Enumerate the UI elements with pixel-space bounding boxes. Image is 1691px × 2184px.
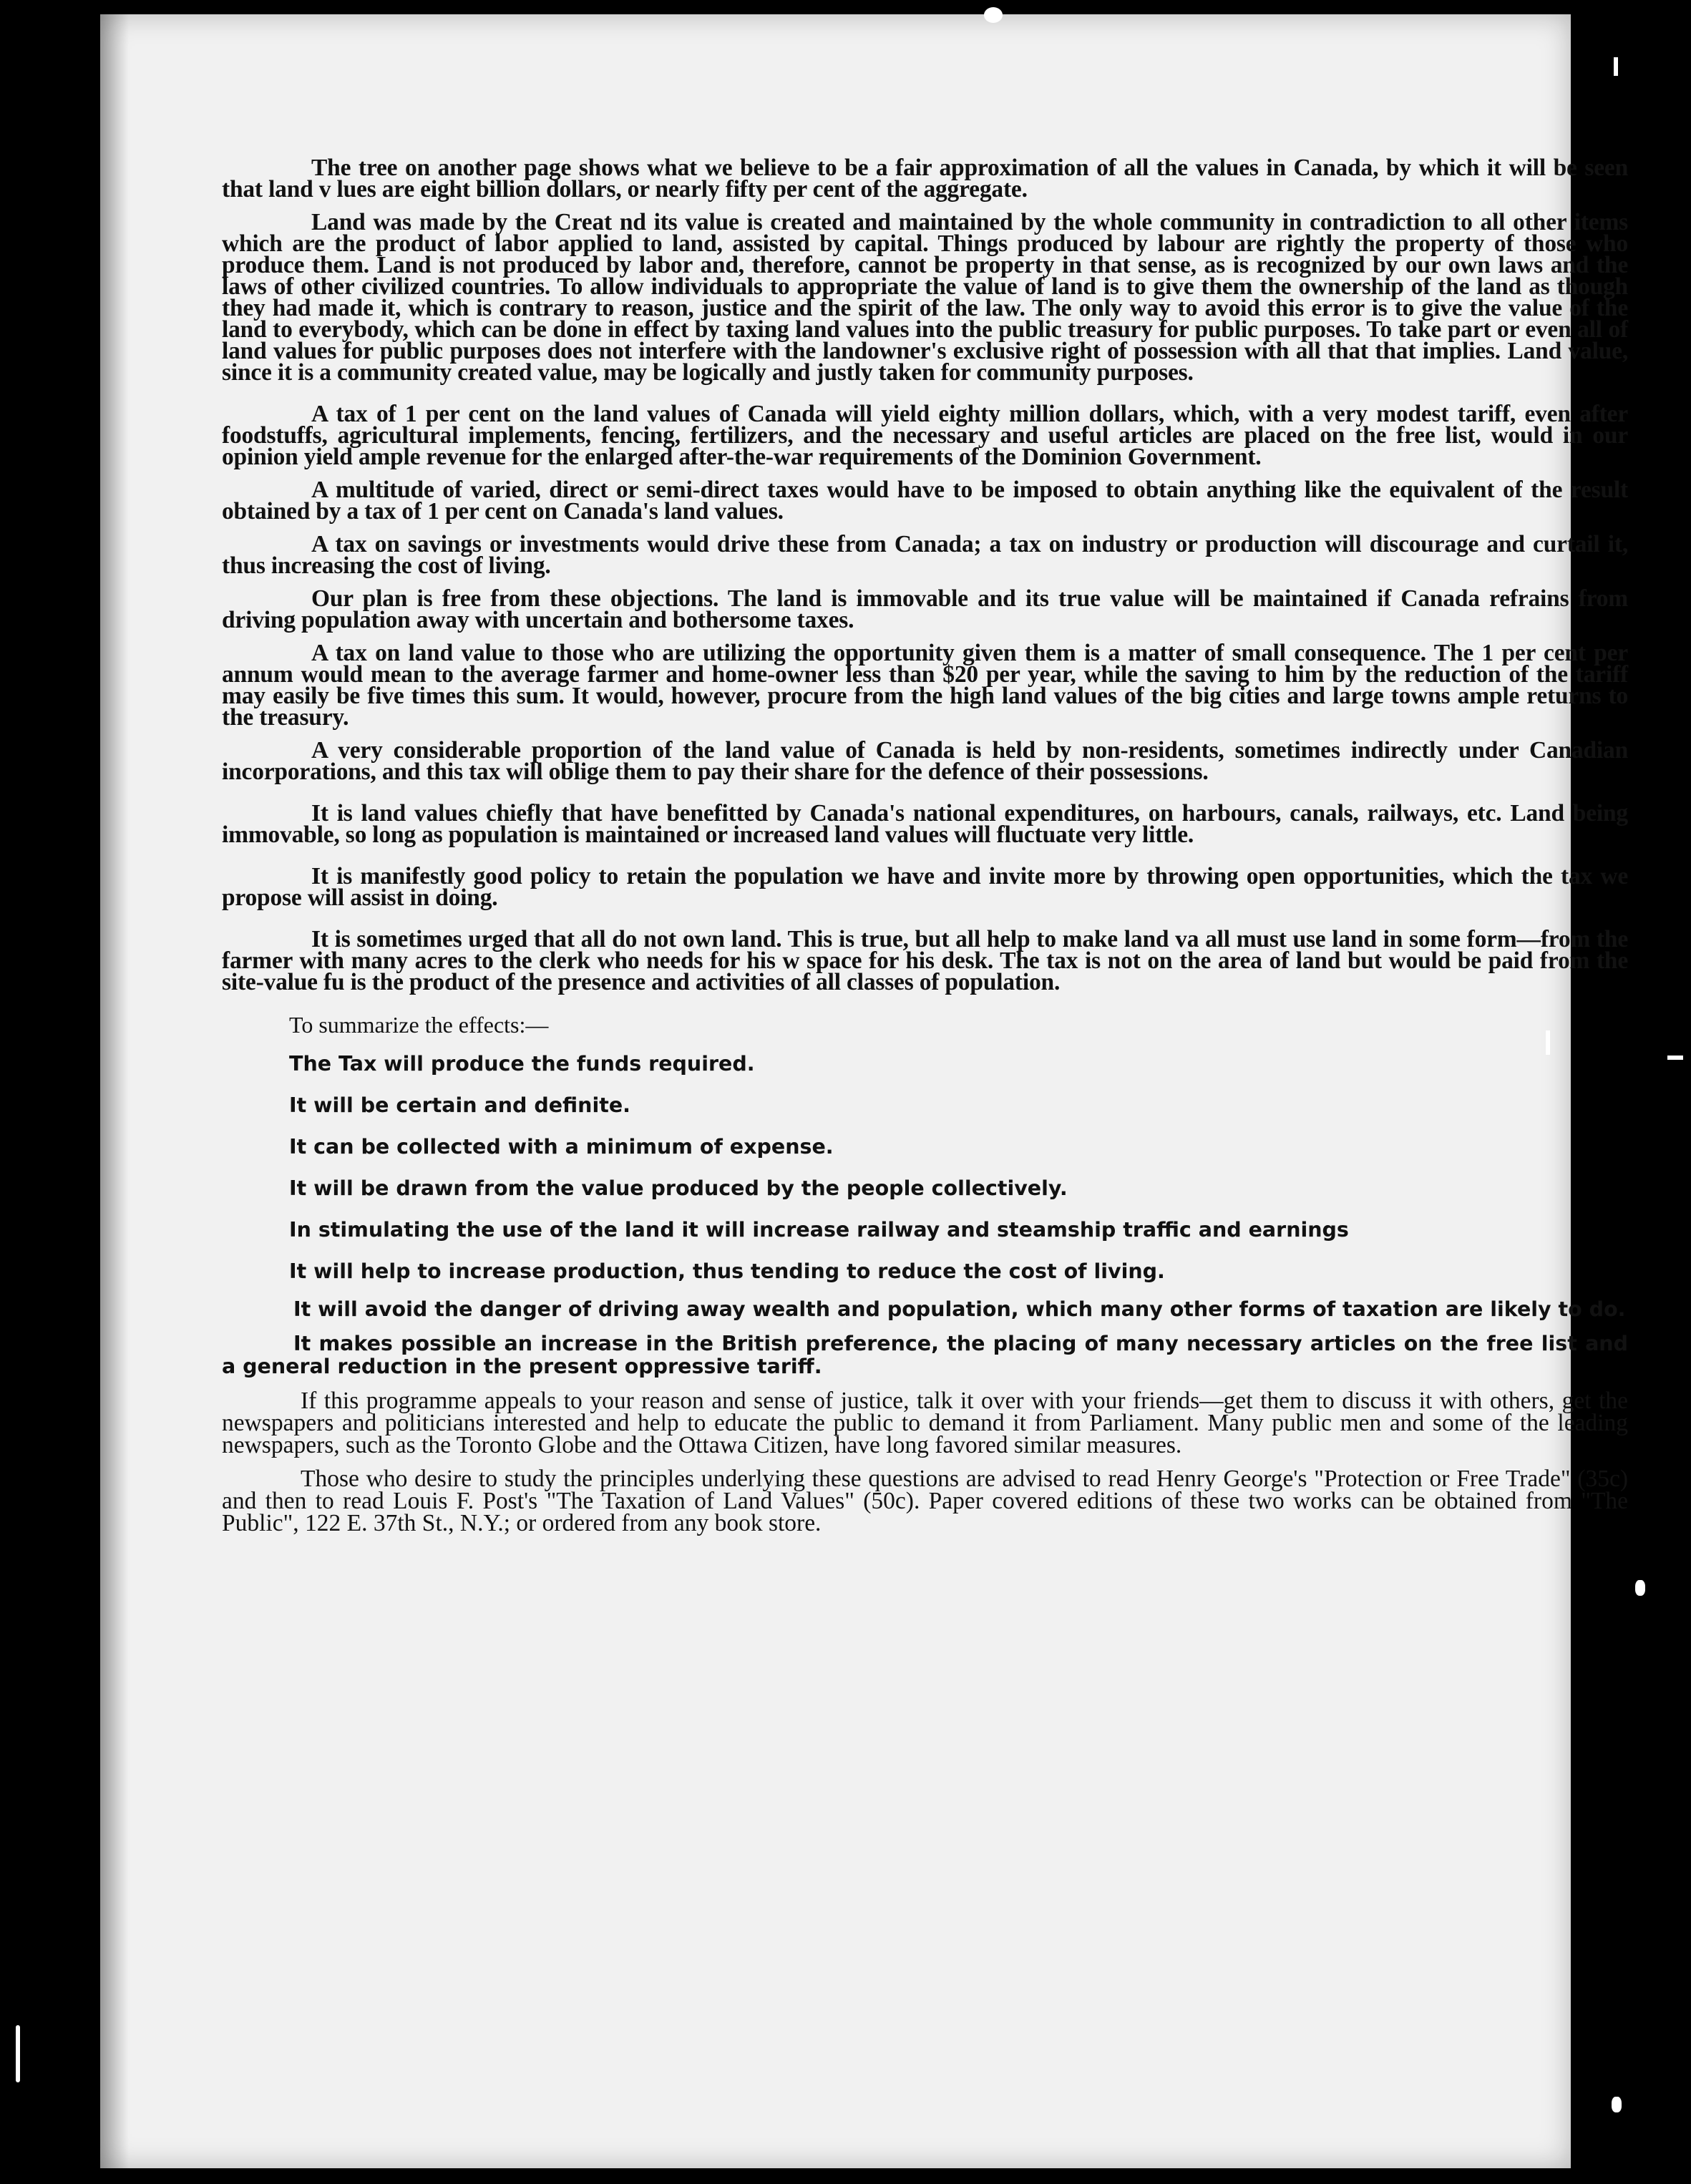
document-body <box>222 157 1628 1534</box>
effect-item: It will help to increase production, thus tending to reduce the cost of living. <box>289 1259 1165 1283</box>
paragraph-multitude: A multitude of varied, direct or semi-direct taxes would have to be imposed to obtain anything like the equivalent of the result obtained by a tax of 1 per cent on Canada's land values. <box>222 477 1628 525</box>
scan-speck <box>1612 2097 1622 2112</box>
scan-speck <box>1667 1056 1683 1060</box>
paragraph-land-made: Land was made by the Creat nd its value is created and maintained by the whole community in contradiction to all other items which are the product of labor applied to land, assisted by capital. Things produced by labour are rightly the property of those who produce them. Land is not produced by labor and, therefore, cannot be property in that sense, as is recognized by our own laws and the laws of other civilized countries. To allow individuals to appropriate the value of land is to give them the ownership of the land as though they had made it, which is contrary to reason, justice and the spirit of the law. The only way to avoid this error is to give the value of the land to everybody, which can be done in effect by taxing land values into the public treasury for public purposes. To take part or even all of land values for public purposes does not interfere with the landowner's exclusive right of possession with all that that implies. Land value, since it is a community created value, may be logically and justly taken for community purposes. <box>222 209 1628 386</box>
effect-item-long: It will avoid the danger of driving away wealth and population, which many other forms of taxation are likely to do. <box>293 1297 1626 1321</box>
effect-item: It will be certain and definite. <box>289 1093 631 1117</box>
paragraph-small-consequence: A tax on land value to those who are utilizing the opportunity given them is a matter of small consequence. The 1 per cent per annum would mean to the average farmer and home-owner less than $20 per year, while the saving to him by the reduction of the tariff may easily be five times this sum. It would, however, procure from the high land values of the big cities and large towns ample returns to the treasury. <box>222 640 1628 731</box>
scan-speck <box>1635 1580 1645 1596</box>
paragraph-non-residents: A very considerable proportion of the land value of Canada is held by non-residents, sometimes indirectly under Canadian incorporations, and this tax will oblige them to pay their share for the defence of their possessions. <box>222 737 1628 785</box>
document-page <box>100 14 1628 2168</box>
paragraph-tax-one-percent: A tax of 1 per cent on the land values of Canada will yield eighty million dollars, which, with a very modest tariff, even after foodstuffs, agricultural implements, fencing, fertilizers, and the necessary and useful articles are placed on the free list, would in our opinion yield ample revenue for the enlarged after-the-war requirements of the Dominion Government. <box>222 401 1628 470</box>
effect-item: In stimulating the use of the land it will increase railway and steamship traffic and earnings <box>289 1218 1349 1242</box>
paragraph-national-expenditures: It is land values chiefly that have benefitted by Canada's national expenditures, on harbours, canals, railways, etc. Land being immovable, so long as population is maintained or increased land values will fluctuate very little. <box>222 800 1628 848</box>
effect-item: It will be drawn from the value produced by the people collectively. <box>289 1176 1068 1200</box>
summary-intro: To summarize the effects:— <box>289 1012 549 1038</box>
scan-speck <box>984 7 1003 23</box>
effect-item: It can be collected with a minimum of expense. <box>289 1135 834 1159</box>
scan-speck <box>1546 1030 1550 1055</box>
effect-item-long: It makes possible an increase in the British preference, the placing of many necessary articles on the free list and a general reduction in the present oppressive tariff. <box>222 1332 1628 1378</box>
paragraph-good-policy: It is manifestly good policy to retain the population we have and invite more by throwing open opportunities, which the tax we propose will assist in doing. <box>222 863 1628 911</box>
scan-speck <box>16 2025 20 2082</box>
effects-list <box>222 1043 1628 1292</box>
scan-speck <box>1614 57 1618 76</box>
paragraph-savings: A tax on savings or investments would drive these from Canada; a tax on industry or production will discourage and curtail it, thus increasing the cost of living. <box>222 531 1628 579</box>
paragraph-programme-appeal: If this programme appeals to your reason and sense of justice, talk it over with your friends—get them to discuss it with others, get the newspapers and politicians interested and help to educate the public to demand it from Parliament. Many public men and some of the leading newspapers, such as the Toronto Globe and the Ottawa Citizen, have long favored similar measures. <box>222 1388 1628 1458</box>
effect-item: The Tax will produce the funds required. <box>289 1052 755 1076</box>
paragraph-our-plan: Our plan is free from these objections. The land is immovable and its true value will be maintained if Canada refrains from driving population away with uncertain and bothersome taxes. <box>222 585 1628 633</box>
paragraph-intro: The tree on another page shows what we believe to be a fair approximation of all the values in Canada, by which it will be seen that land v lues are eight billion dollars, or nearly fifty per cent of the aggregate. <box>222 155 1628 203</box>
paragraph-all-use-land: It is sometimes urged that all do not own land. This is true, but all help to make land va all must use land in some form—from the farmer with many acres to the clerk who needs for his w space for his desk. The tax is not on the area of land but would be paid from the site-value fu is the product of the presence and activities of all classes of population. <box>222 926 1628 995</box>
paragraph-further-reading: Those who desire to study the principles underlying these questions are advised to read Henry George's "Protection or Free Trade" (35c) and then to read Louis F. Post's "The Taxation of Land Values" (50c). Paper covered editions of these two works can be obtained from "The Public", 122 E. 37th St., N.Y.; or ordered from any book store. <box>222 1466 1628 1536</box>
